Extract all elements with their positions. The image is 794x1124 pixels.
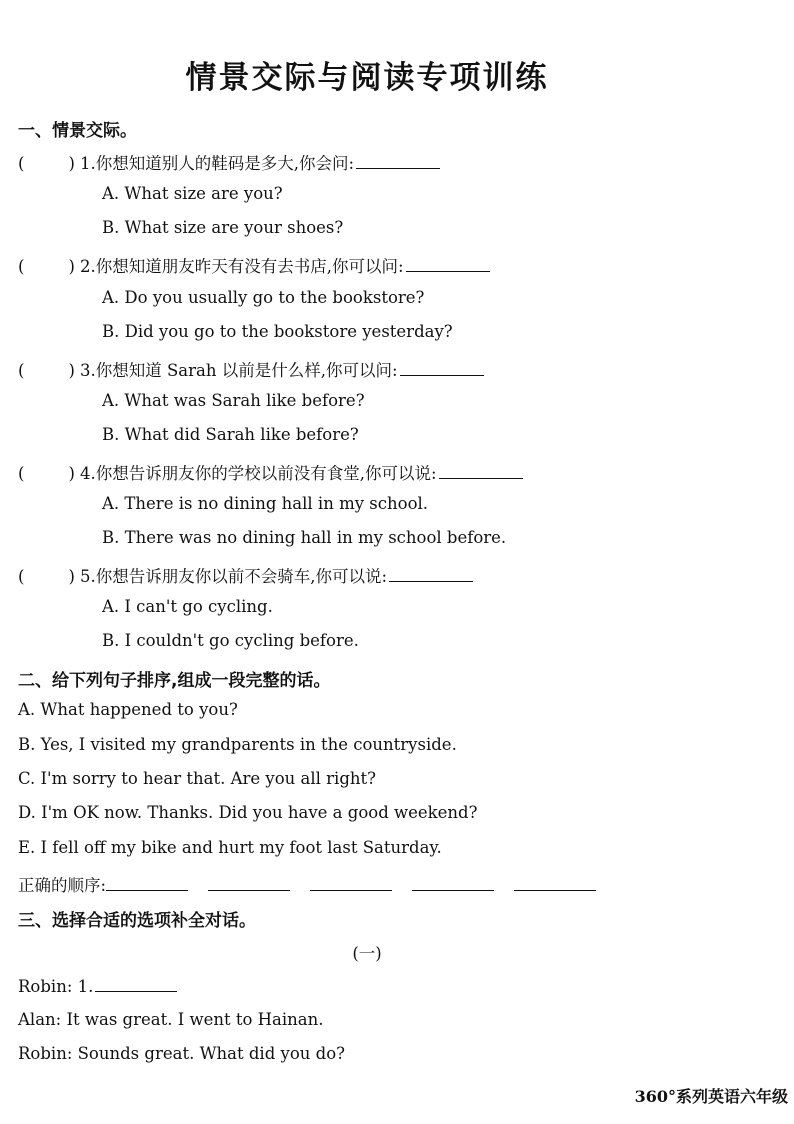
order-blank-5[interactable]	[514, 874, 596, 891]
page-title: 情景交际与阅读专项训练	[185, 60, 549, 96]
dialogue-blank-1[interactable]	[95, 975, 177, 992]
option-4b[interactable]: B. There was no dining hall in my school before.	[102, 528, 507, 547]
footer-series-label: 360°系列英语六年级	[634, 1087, 788, 1106]
order-label: 正确的顺序:	[18, 876, 107, 895]
option-2b[interactable]: B. Did you go to the bookstore yesterday?	[102, 322, 453, 341]
question-4: ( ) 4.你想告诉朋友你的学校以前没有食堂,你可以说:	[18, 460, 523, 484]
option-3a[interactable]: A. What was Sarah like before?	[102, 391, 365, 410]
option-2a[interactable]: A. Do you usually go to the bookstore?	[102, 288, 425, 307]
question-5: ( ) 5.你想告诉朋友你以前不会骑车,你可以说:	[18, 563, 473, 587]
answer-blank[interactable]	[389, 565, 473, 582]
question-1: ( ) 1.你想知道别人的鞋码是多大,你会问:	[18, 150, 440, 174]
option-5b[interactable]: B. I couldn't go cycling before.	[102, 631, 359, 650]
option-1b[interactable]: B. What size are your shoes?	[102, 218, 344, 237]
sentence-d: D. I'm OK now. Thanks. Did you have a good weekend?	[18, 803, 478, 822]
sentence-b: B. Yes, I visited my grandparents in the countryside.	[18, 735, 457, 754]
answer-blank[interactable]	[356, 152, 440, 169]
answer-blank[interactable]	[439, 462, 523, 479]
order-blank-4[interactable]	[412, 874, 494, 891]
part-label: (一)	[352, 944, 382, 963]
answer-blank[interactable]	[406, 255, 490, 272]
order-blank-3[interactable]	[310, 874, 392, 891]
sentence-a: A. What happened to you?	[18, 700, 238, 719]
dialogue-line-2: Alan: It was great. I went to Hainan.	[18, 1010, 324, 1029]
option-1a[interactable]: A. What size are you?	[102, 184, 283, 203]
option-3b[interactable]: B. What did Sarah like before?	[102, 425, 359, 444]
section-heading-1: 一、情景交际。	[18, 121, 137, 141]
section-heading-3: 三、选择合适的选项补全对话。	[18, 911, 256, 931]
order-blank-1[interactable]	[106, 874, 188, 891]
option-4a[interactable]: A. There is no dining hall in my school.	[102, 494, 429, 513]
order-answer-row	[18, 872, 616, 896]
option-5a[interactable]: A. I can't go cycling.	[102, 597, 273, 616]
dialogue-line-3: Robin: Sounds great. What did you do?	[18, 1044, 345, 1063]
sentence-c: C. I'm sorry to hear that. Are you all right?	[18, 769, 377, 788]
question-3: ( ) 3.你想知道 Sarah 以前是什么样,你可以问:	[18, 357, 484, 381]
section-heading-2: 二、给下列句子排序,组成一段完整的话。	[18, 671, 331, 691]
question-2: ( ) 2.你想知道朋友昨天有没有去书店,你可以问:	[18, 253, 490, 277]
answer-blank[interactable]	[400, 359, 484, 376]
dialogue-line-1: Robin: 1.	[18, 975, 177, 996]
sentence-e: E. I fell off my bike and hurt my foot last Saturday.	[18, 838, 442, 857]
order-blank-2[interactable]	[208, 874, 290, 891]
